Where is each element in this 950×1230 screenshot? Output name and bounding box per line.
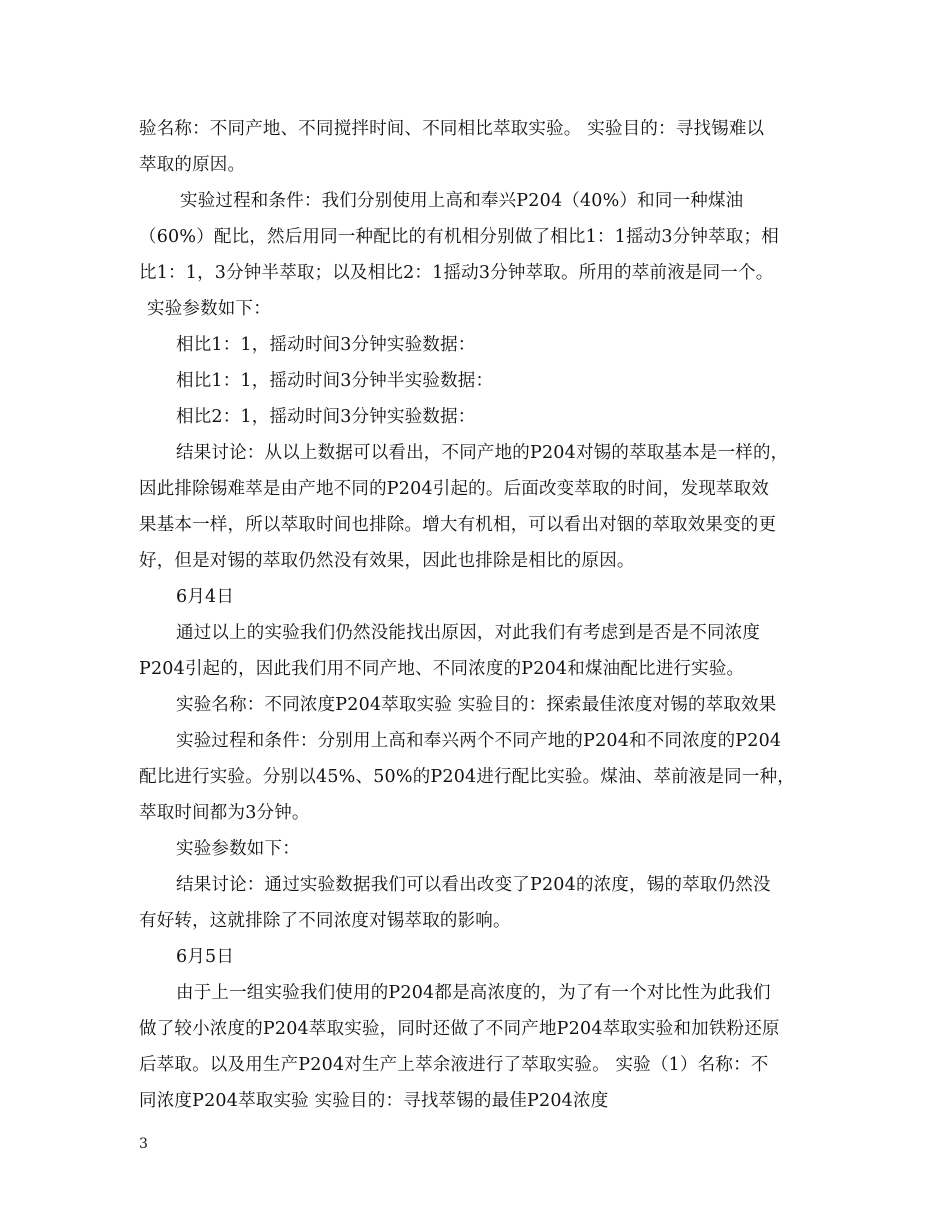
text-line: 实验过程和条件：分别用上高和奉兴两个不同产地的P204和不同浓度的P204	[176, 731, 782, 751]
text-line: 后萃取。以及用生产P204对生产上萃余液进行了萃取实验。 实验（1）名称：不	[139, 1055, 769, 1075]
text-line: 萃取时间都为3分钟。	[139, 803, 310, 823]
text-line: 结果讨论：通过实验数据我们可以看出改变了P204的浓度，锡的萃取仍然没	[176, 875, 771, 895]
text-line: 做了较小浓度的P204萃取实验，同时还做了不同产地P204萃取实验和加铁粉还原	[139, 1019, 780, 1039]
text-line: 萃取的原因。	[139, 155, 246, 175]
text-line: 相比2：1，摇动时间3分钟实验数据：	[176, 407, 476, 427]
text-line: 由于上一组实验我们使用的P204都是高浓度的，为了有一个对比性为此我们	[176, 983, 771, 1003]
text-line: 实验名称：不同浓度P204萃取实验 实验目的：探索最佳浓度对锡的萃取效果	[176, 695, 777, 715]
text-line: 比1：1，3分钟半萃取；以及相比2：1摇动3分钟萃取。所用的萃前液是同一个。	[139, 263, 774, 283]
text-line: 结果讨论：从以上数据可以看出，不同产地的P204对锡的萃取基本是一样的，	[176, 443, 789, 463]
text-line: 有好转，这就排除了不同浓度对锡萃取的影响。	[139, 911, 511, 931]
text-line: 相比1：1，摇动时间3分钟实验数据：	[176, 335, 476, 355]
text-line: 验名称：不同产地、不同搅拌时间、不同相比萃取实验。 实验目的：寻找锡难以	[139, 119, 765, 139]
text-line: 果基本一样，所以萃取时间也排除。增大有机相，可以看出对铟的萃取效果变的更	[139, 515, 777, 535]
text-line: 6月5日	[176, 947, 235, 967]
text-line: 实验过程和条件：我们分别使用上高和奉兴P204（40%）和同一种煤油	[180, 191, 744, 211]
page-number: 3	[139, 1136, 148, 1152]
text-line: 实验参数如下：	[147, 299, 271, 319]
text-line: 好，但是对锡的萃取仍然没有效果，因此也排除是相比的原因。	[139, 551, 635, 571]
text-line: 通过以上的实验我们仍然没能找出原因，对此我们有考虑到是否是不同浓度	[176, 623, 761, 643]
text-line: 6月4日	[176, 587, 235, 607]
text-line: P204引起的，因此我们用不同产地、不同浓度的P204和煤油配比进行实验。	[139, 659, 745, 679]
text-line: 同浓度P204萃取实验 实验目的：寻找萃锡的最佳P204浓度	[139, 1091, 609, 1111]
text-line: （60%）配比，然后用同一种配比的有机相分别做了相比1：1摇动3分钟萃取；相	[139, 227, 779, 247]
text-line: 配比进行实验。分别以45%、50%的P204进行配比实验。煤油、萃前液是同一种，	[139, 767, 795, 787]
text-line: 因此排除锡难萃是由产地不同的P204引起的。后面改变萃取的时间，发现萃取效	[139, 479, 770, 499]
text-line: 实验参数如下：	[176, 839, 300, 859]
text-line: 相比1：1，摇动时间3分钟半实验数据：	[176, 371, 494, 391]
